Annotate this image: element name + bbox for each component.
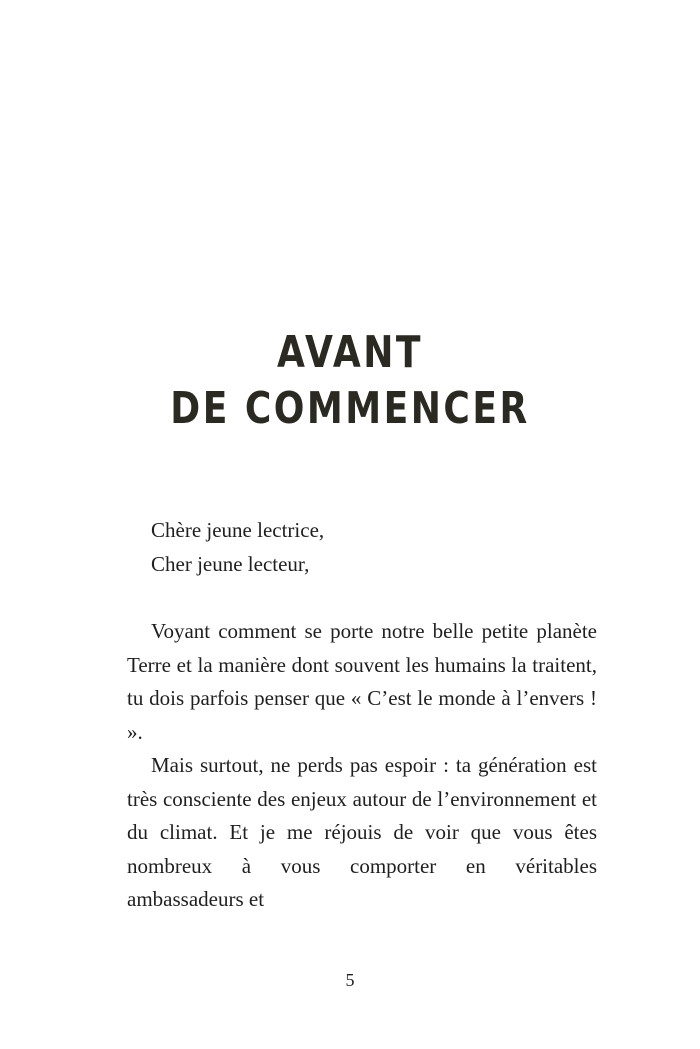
chapter-title-line-2: DE COMMENCER [170,383,530,434]
greeting [127,514,597,581]
greeting-line-1: Chère jeune lectrice, [151,518,325,542]
chapter-title-line-1: AVANT [277,327,423,378]
body-paragraphs [127,615,597,917]
greeting-line-2: Cher jeune lecteur, [151,551,310,576]
chapter-title [63,325,637,437]
page-number: 5 [345,970,355,990]
paragraph-1: Voyant comment se porte notre belle petite planète Terre et la manière dont souvent les humains la traitent, tu dois parfois penser que « C’est le monde à l’envers ! ». [127,619,597,744]
paragraph-2: Mais surtout, ne perds pas espoir : ta génération est très consciente des enjeux autour de l’environnement et du climat. Et je me réjouis de voir que vous êtes nombreux à vous comporter en véritables ambassadeurs et [127,753,597,911]
